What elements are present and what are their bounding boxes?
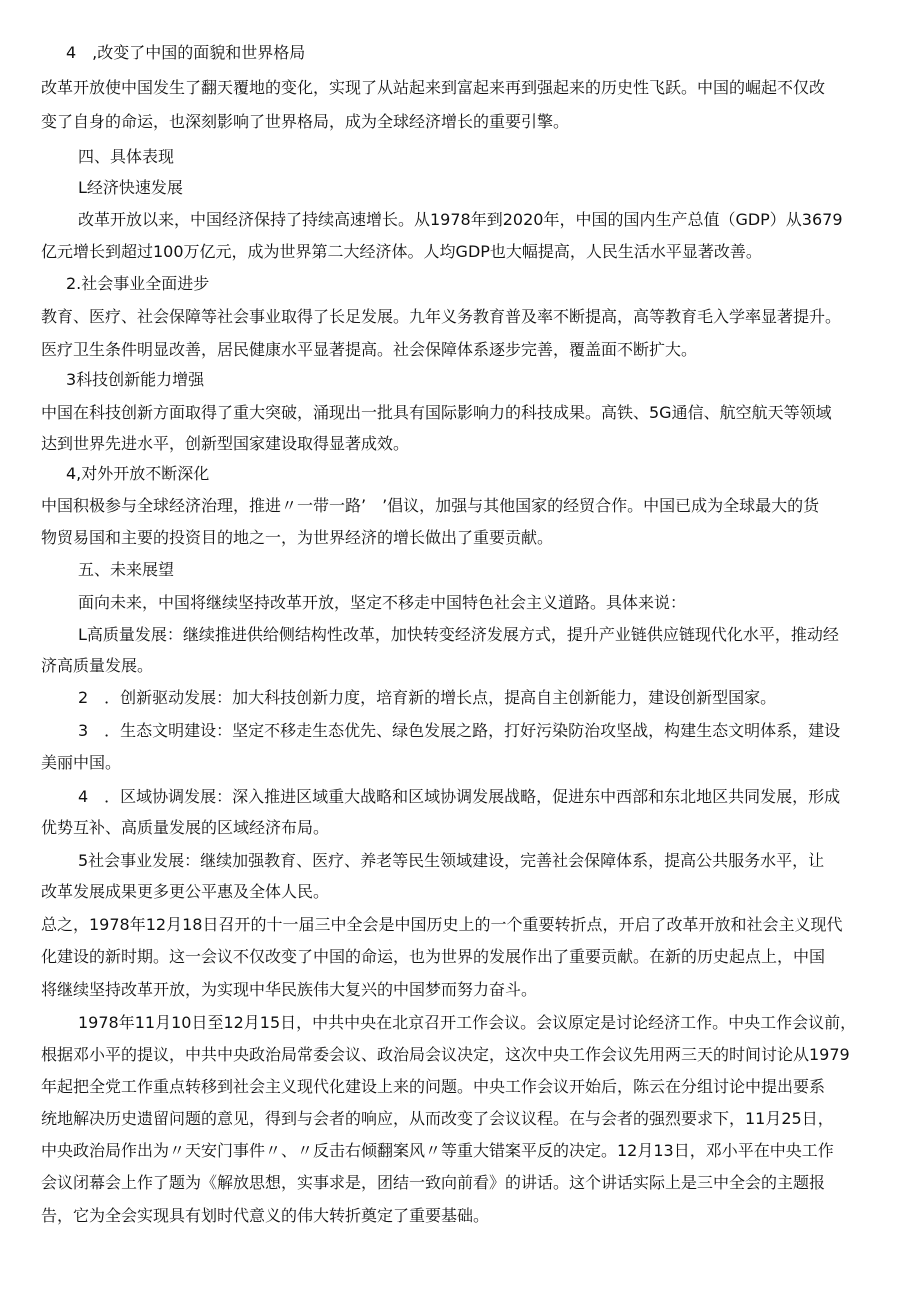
- future-item-2-line-1: 2 ．创新驱动发展：加大科技创新力度，培育新的增长点，提高自主创新能力，建设创新型国家。: [78, 688, 777, 707]
- item-3-body-line-1: 中国在科技创新方面取得了重大突破，涌现出一批具有国际影响力的科技成果。高铁、5G通信、航空航天等领域: [41, 403, 832, 422]
- section-4-body-line-1: 改革开放使中国发生了翻天覆地的变化，实现了从站起来到富起来再到强起来的历史性飞跃。中国的崛起不仅改: [41, 78, 826, 97]
- future-item-4-line-1: 4 ．区域协调发展：深入推进区域重大战略和区域协调发展战略，促进东中西部和东北地区共同发展，形成: [78, 787, 841, 806]
- history-line-2: 根据邓小平的提议，中共中央政治局常委会议、政治局会议决定，这次中央工作会议先用两三天的时间讨论从1979: [41, 1045, 850, 1064]
- future-item-4-line-2: 优势互补、高质量发展的区域经济布局。: [41, 818, 330, 837]
- item-2-heading: 2.社会事业全面进步: [66, 274, 210, 293]
- future-intro: 面向未来，中国将继续坚持改革开放，坚定不移走中国特色社会主义道路。具体来说：: [78, 593, 687, 612]
- history-line-4: 统地解决历史遗留问题的意见，得到与会者的响应，从而改变了会议议程。在与会者的强烈要求下，11月25日，: [41, 1109, 834, 1128]
- future-item-1-line-2: 济高质量发展。: [41, 656, 154, 675]
- part-5-heading: 五、未来展望: [78, 560, 175, 579]
- item-3-heading: 3科技创新能力增强: [66, 370, 205, 389]
- summary-line-1: 总之，1978年12月18日召开的十一届三中全会是中国历史上的一个重要转折点，开启了改革开放和社会主义现代: [41, 915, 843, 934]
- item-1-body-line-1: 改革开放以来，中国经济保持了持续高速增长。从1978年到2020年，中国的国内生产总值（GDP）从3679: [78, 210, 843, 229]
- history-line-5: 中央政治局作出为〃天安门事件〃、〃反击右倾翻案风〃等重大错案平反的决定。12月13日，邓小平在中央工作: [41, 1141, 834, 1160]
- future-item-5-line-2: 改革发展成果更多更公平惠及全体人民。: [41, 882, 330, 901]
- item-2-body-line-1: 教育、医疗、社会保障等社会事业取得了长足发展。九年义务教育普及率不断提高，高等教育毛入学率显著提升。: [41, 307, 842, 326]
- item-4-body-line-2: 物贸易国和主要的投资目的地之一，为世界经济的增长做出了重要贡献。: [41, 528, 554, 547]
- history-line-7: 告，它为全会实现具有划时代意义的伟大转折奠定了重要基础。: [41, 1206, 490, 1225]
- item-2-body-line-2: 医疗卫生条件明显改善，居民健康水平显著提高。社会保障体系逐步完善，覆盖面不断扩大。: [41, 340, 698, 359]
- future-item-3-line-2: 美丽中国。: [41, 753, 122, 772]
- history-line-6: 会议闭幕会上作了题为《解放思想，实事求是，团结一致向前看》的讲话。这个讲话实际上是三中全会的主题报: [41, 1173, 826, 1192]
- summary-line-3: 将继续坚持改革开放，为实现中华民族伟大复兴的中国梦而努力奋斗。: [41, 980, 538, 999]
- part-4-heading: 四、具体表现: [78, 147, 175, 166]
- future-item-5-line-1: 5社会事业发展：继续加强教育、医疗、养老等民生领域建设，完善社会保障体系，提高公共服务水平，让: [78, 851, 825, 870]
- item-3-body-line-2: 达到世界先进水平，创新型国家建设取得显著成效。: [41, 434, 410, 453]
- future-item-3-line-1: 3 ．生态文明建设：坚定不移走生态优先、绿色发展之路，打好污染防治攻坚战，构建生态文明体系，建设: [78, 721, 841, 740]
- section-4-body-line-2: 变了自身的命运，也深刻影响了世界格局，成为全球经济增长的重要引擎。: [41, 112, 570, 131]
- item-4-heading: 4,对外开放不断深化: [66, 464, 210, 483]
- section-4-heading: 4 ,改变了中国的面貌和世界格局: [66, 43, 306, 62]
- summary-line-2: 化建设的新时期。这一会议不仅改变了中国的命运，也为世界的发展作出了重要贡献。在新的历史起点上，中国: [41, 947, 826, 966]
- history-line-1: 1978年11月10日至12月15日，中共中央在北京召开工作会议。会议原定是讨论经济工作。中央工作会议前，: [78, 1013, 857, 1032]
- future-item-1-line-1: L高质量发展：继续推进供给侧结构性改革，加快转变经济发展方式，提升产业链供应链现代化水平，推动经: [78, 625, 839, 644]
- item-1-body-line-2: 亿元增长到超过100万亿元，成为世界第二大经济体。人均GDP也大幅提高，人民生活水平显著改善。: [41, 242, 762, 261]
- item-4-body-line-1: 中国积极参与全球经济治理，推进〃一带一路’ ’倡议，加强与其他国家的经贸合作。中国已成为全球最大的货: [41, 496, 820, 515]
- item-1-heading: L经济快速发展: [78, 178, 183, 197]
- history-line-3: 年起把全党工作重点转移到社会主义现代化建设上来的问题。中央工作会议开始后，陈云在分组讨论中提出要系: [41, 1077, 826, 1096]
